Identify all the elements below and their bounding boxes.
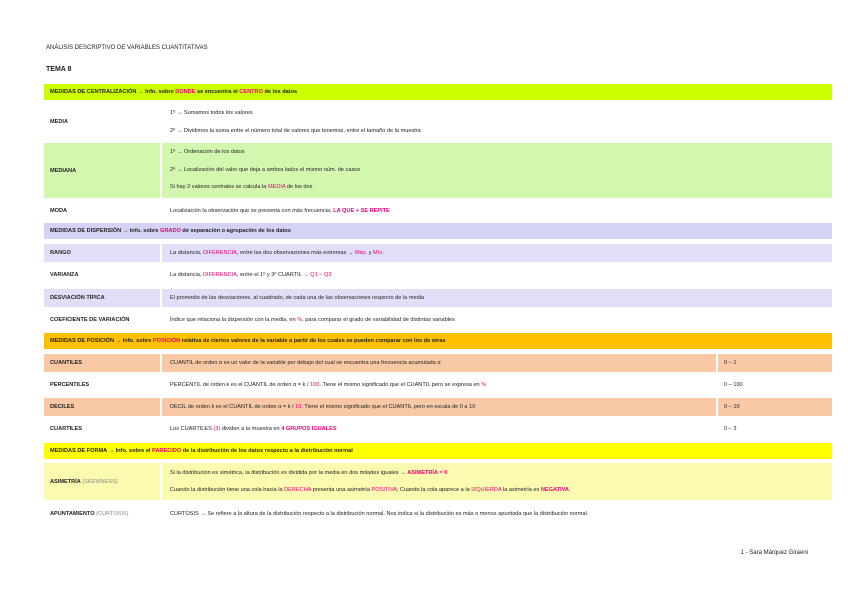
deciles-label: DECILES xyxy=(50,404,75,410)
footer-author: 1 - Sara Márquez Giraeni xyxy=(740,550,808,556)
moda-text: Localización la observación que se presenta con más frecuencia, LA QUE + SE REPITE xyxy=(170,208,390,214)
mediana-note: Si hay 2 valores centrales se calcula la MEDIA de los dos xyxy=(170,184,313,190)
cuartiles-row xyxy=(44,420,832,438)
asimetria-line-1: Si la distribución es simétrica, la distribución es dividida por la media en dos mitades iguales → ASIMETRÍA = 0 xyxy=(170,470,448,476)
percentiles-row xyxy=(44,376,832,394)
percentiles-label: PERCENTILES xyxy=(50,382,90,388)
moda-label: MODA xyxy=(50,208,68,214)
percentiles-range: 0 – 100 xyxy=(724,382,743,388)
centralizacion-header: MEDIDAS DE CENTRALIZACIÓN → Info. sobre DONDE se encuentra el CENTRO de los datos xyxy=(44,84,832,100)
apuntamiento-row xyxy=(44,505,832,523)
deciles-text: DECIL de orden k es el CUANTIL de orden α = k / 10. Tiene el mismo significado que el CUANTIL pero en escala de 0 a 10 xyxy=(170,404,476,410)
tema-heading: TEMA 8 xyxy=(46,66,72,73)
document-title: ANÁLISIS DESCRIPTIVO DE VARIABLES CUANTITATIVAS xyxy=(46,45,208,51)
apuntamiento-label: APUNTAMIENTO (CURTOSIS) xyxy=(50,511,129,517)
rango-row xyxy=(44,244,832,262)
media-label: MEDIA xyxy=(50,119,69,125)
asimetria-row xyxy=(44,463,832,500)
media-row xyxy=(44,102,832,142)
rango-label: RANGO xyxy=(50,250,71,256)
asimetria-label: ASIMETRÍA (SKEWNESS) xyxy=(50,479,118,485)
cuantiles-row xyxy=(44,354,832,372)
percentiles-text: PERCENTIL de orden k es el CUANTIL de orden α = k / 100. Tiene el mismo significado que el CUANTIL pero se expresa en % xyxy=(170,382,487,388)
cuartiles-range: 0 – 3 xyxy=(724,426,737,432)
coeficiente-row xyxy=(44,311,832,329)
varianza-text: La distancia, DIFERENCIA, entre el 1º y 3º CUARTIL → Q1 – Q3 xyxy=(170,272,332,278)
mediana-step-1: 1º → Ordenación de los datos xyxy=(170,149,245,155)
cuartiles-label: CUARTILES xyxy=(50,426,83,432)
rango-text: La distancia, DIFERENCIA, entre las dos observaciones más extremas → Máx. y Mín. xyxy=(170,250,384,256)
mediana-label: MEDIANA xyxy=(50,168,77,174)
mediana-step-2: 2º → Localización del valor que deja a ambos lados el mismo núm. de casos xyxy=(170,167,361,173)
cuartiles-text: Los CUARTILES (3) dividen a la muestra en 4 GRUPOS IGUALES xyxy=(170,426,337,432)
cuantiles-text: CUANTIL de orden α es un valor de la variable por debajo del cual se encuentra una frecuencia acumulada α xyxy=(170,360,441,366)
cuantiles-range: 0 – 1 xyxy=(724,360,737,366)
deciles-row xyxy=(44,398,832,416)
coeficiente-label: COEFICIENTE DE VARIACIÓN xyxy=(50,317,130,323)
dispersion-header: MEDIDAS DE DISPERSIÓN → Info. sobre GRADO de separación o agrupación de los datos xyxy=(44,223,832,239)
asimetria-line-2: Cuando la distribución tiene una cola hacia la DERECHA presenta una asimetría POSITIVA; Cuando la cola aparece a la IZQUIERDA la asimetría es NEGATIVA xyxy=(170,487,569,493)
coeficiente-text: Índice que relaciona la dispersión con la media, en %, para comparar el grado de variabilidad de distintas variables xyxy=(170,317,455,323)
desviacion-text: El promedio de las desviaciones, al cuadrado, de cada una de las observaciones respecto de la media xyxy=(170,295,425,301)
media-step-1: 1º → Sumamos todos los valores xyxy=(170,110,253,116)
varianza-label: VARIANZA xyxy=(50,272,79,278)
cuantiles-label: CUANTILES xyxy=(50,360,83,366)
apuntamiento-text: CURTOSIS → Se refiere a la altura de la distribución respecto a la distribución normal. Nos indica si la distribución es más o menos apuntada que la distribución normal. xyxy=(170,511,589,517)
desviacion-label: DESVIACIÓN TÍPICA xyxy=(50,295,105,301)
forma-header: MEDIDAS DE FORMA → Info. sobre el PARECIDO de la distribución de los datos respecto a la distribución normal xyxy=(44,443,832,459)
media-step-2: 2º → Dividimos la suma entre el número total de valores que tenemos, entre el tamaño de la muestra xyxy=(170,128,421,134)
varianza-row xyxy=(44,266,832,284)
deciles-range: 0 – 10 xyxy=(724,404,740,410)
desviacion-row xyxy=(44,289,832,307)
moda-row xyxy=(44,202,832,220)
posicion-header: MEDIDAS DE POSICIÓN → Info. sobre POSICIÓN relativa de ciertos valores de la variable a partir de los cuales se pueden comparar con los de otras xyxy=(44,333,832,349)
mediana-row xyxy=(44,143,832,198)
